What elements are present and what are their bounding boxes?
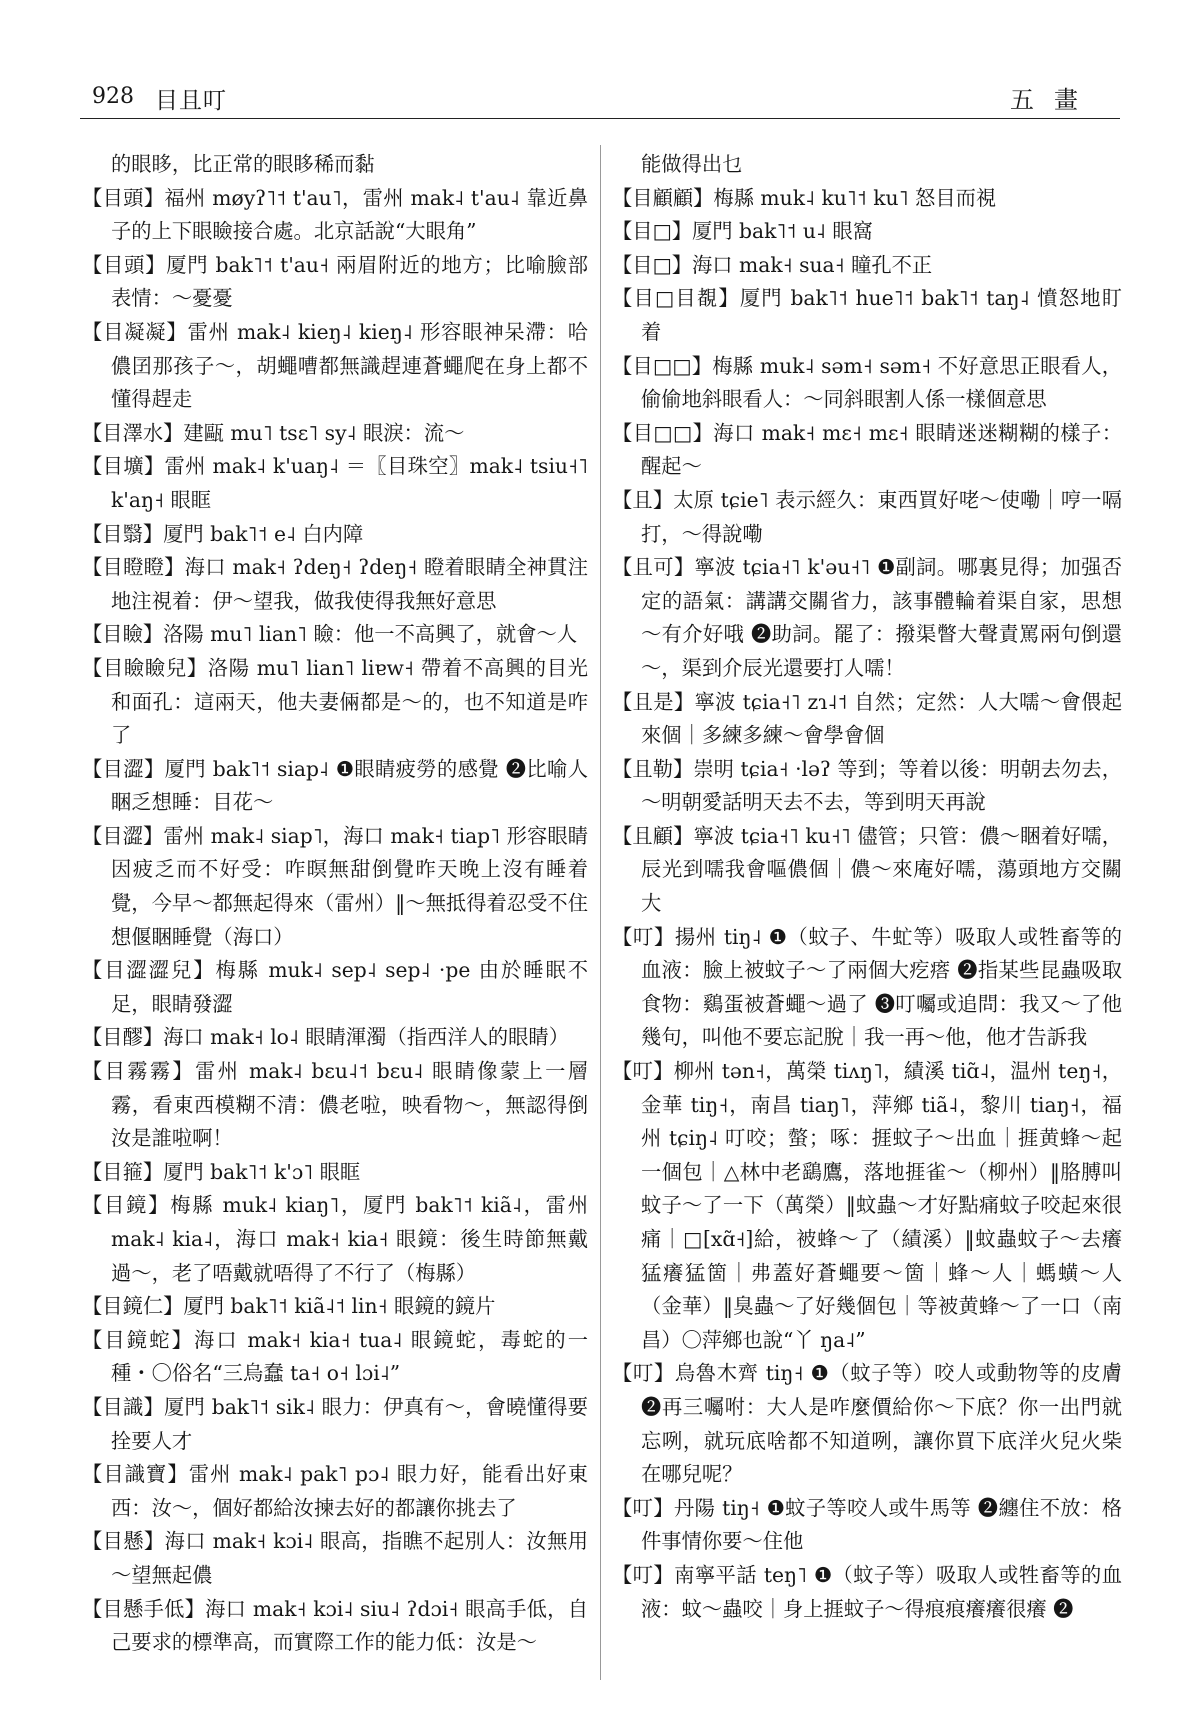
dictionary-entry: 【目澀】厦門 bak˥˦ siap˨ ❶眼睛疲勞的感覺 ❷比喻人睏乏想睡：目花～ [82, 756, 588, 815]
dictionary-entry: 【且勒】崇明 tɕia˧ ·ləʔ 等到；等着以後：明朝去勿去，～明朝愛話明天去不去，等到明天再說 [612, 756, 1122, 815]
dictionary-entry: 【目霧霧】雷州 mak˨ bɛu˨˦ bɛu˨ 眼睛像蒙上一層霧，看東西模糊不清：儂老啦，映看物～，無認得倒汝是誰啦啊！ [82, 1059, 588, 1151]
section-label: 五畫 [1010, 86, 1098, 114]
dictionary-entry: 【目□】海口 mak˧ sua˧ 瞳孔不正 [612, 252, 933, 277]
dictionary-entry: 【目□】厦門 bak˥˦ u˨ 眼窩 [612, 219, 873, 244]
page-heading: 目且叮 [155, 88, 227, 114]
dictionary-entry: 【目澀澀兒】梅縣 muk˨ sep˨ sep˨ ·pe 由於睡眠不足，眼睛發澀 [82, 958, 588, 1016]
dictionary-entry: 【目壙】雷州 mak˨ k'uaŋ˨ ＝〖目珠空〗mak˨ tsiu˧˥ k'aŋ˧ 眼眶 [82, 454, 588, 512]
page-number: 928 [92, 84, 134, 109]
dictionary-entry: 【叮】揚州 tiŋ˨ ❶（蚊子、牛虻等）吸取人或牲畜等的血液：臉上被蚊子～了兩個大疙瘩 ❷指某些昆蟲吸取食物：鷄蛋被蒼蠅～過了 ❸叮囑或追問：我又～了他幾句，叫他不要忘記脫｜我一再～他，他才告訴我 [612, 924, 1122, 1050]
page-header [80, 78, 1120, 119]
dictionary-entry: 【叮】烏魯木齊 tiŋ˧ ❶（蚊子等）咬人或動物等的皮膚 ❷再三囑咐：大人是咋麼價給你～下底？你一出門就忘咧，就玩底啥都不知道咧，讓你買下底洋火兒火柴在哪兒呢？ [612, 1361, 1122, 1487]
dictionary-entry: 【目鏡】梅縣 muk˨ kiaŋ˥，厦門 bak˥˦ kiã˨，雷州 mak˨ kia˨，海口 mak˧ kia˧ 眼鏡：後生時節無戴過～，老了唔戴就唔得了不行了（梅縣） [82, 1193, 588, 1285]
dictionary-entry: 【目□□】海口 mak˧ mɛ˧ mɛ˧ 眼睛迷迷糊糊的樣子：醒起～ [612, 420, 1122, 479]
dictionary-entry: 【目頭】厦門 bak˥˦ t'au˧ 兩眉附近的地方；比喻臉部表情：～憂憂 [82, 252, 588, 311]
dictionary-entry: 【目鏡蛇】海口 mak˧ kia˧ tua˨ 眼鏡蛇，毒蛇的一種・〇俗名“三烏蠢 ta˧ o˧ lɔi˨” [82, 1327, 588, 1386]
column-divider [600, 145, 601, 1680]
dictionary-entry: 【目識寶】雷州 mak˨ pak˥ pɔ˨ 眼力好，能看出好東西：汝～，個好都給汝揀去好的都讓你挑去了 [82, 1462, 588, 1520]
dictionary-entry: 【目翳】厦門 bak˥˦ e˨ 白内障 [82, 521, 364, 546]
right-column [612, 148, 1122, 1626]
dictionary-entry: 【目顧顧】梅縣 muk˨ ku˥˦ ku˥ 怒目而視 [612, 185, 997, 210]
dictionary-entry: 能做得出乜 [641, 152, 743, 176]
dictionary-entry: 【叮】南寧平話 teŋ˥ ❶（蚊子等）吸取人或牲畜等的血液：蚊～蟲咬｜身上捱蚊子～得痕痕癢癢很癢 ❷ [612, 1562, 1122, 1621]
dictionary-entry: 【且是】寧波 tɕia˧˥ zɿ˨˦ 自然；定然：人大嚅～會偎起來個｜多練多練～會學會個 [612, 689, 1122, 748]
dictionary-entry: 【目瞼】洛陽 mu˥ lian˥ 瞼：他一不高興了，就會～人 [82, 622, 578, 647]
dictionary-entry: 【目澤水】建甌 mu˥ tsɛ˥ sy˨ 眼淚：流～ [82, 420, 465, 445]
dictionary-entry: 【目瞪瞪】海口 mak˧ ʔdeŋ˧ ʔdeŋ˧ 瞪着眼睛全神貫注地注視着：伊～望我，做我使得我無好意思 [82, 555, 588, 613]
dictionary-entry: 【目識】厦門 bak˥˦ sik˨ 眼力：伊真有～，會曉懂得要拴要人才 [82, 1394, 588, 1453]
dictionary-entry: 【目懸手低】海口 mak˧ kɔi˨ siu˨ ʔdɔi˧ 眼高手低，自己要求的標準高，而實際工作的能力低：汝是～ [82, 1596, 588, 1655]
dictionary-entry: 【且】太原 tɕie˥ 表示經久：東西買好咾～使嘞｜哼一嗝打，～得說嘞 [612, 487, 1122, 546]
left-column [82, 148, 588, 1660]
dictionary-entry: 【目凝凝】雷州 mak˨ kieŋ˨ kieŋ˨ 形容眼神呆滯：哈儂囝那孩子～，胡蠅嘈都無識趕連蒼蠅爬在身上都不懂得趕走 [82, 319, 588, 412]
dictionary-entry: 【目□□】梅縣 muk˨ səm˧ səm˧ 不好意思正眼看人，偷偷地斜眼看人：～同斜眼割人係一樣個意思 [612, 353, 1122, 412]
dictionary-entry: 【目醪】海口 mak˧ lo˨ 眼睛渾濁（指西洋人的眼睛） [82, 1025, 569, 1050]
dictionary-entry: 【且可】寧波 tɕia˧˥ k'əu˧˥ ❶副詞。哪裏見得；加强否定的語氣：講講交關省力，該事體輪着渠自家，思想～有介好哦 ❷助詞。罷了：撥渠瞥大聲責罵兩句倒還～，渠到介辰光還要打人嚅！ [612, 555, 1122, 680]
dictionary-entry: 【且顧】寧波 tɕia˧˥ ku˧˥ 儘管；只管：儂～睏着好嚅，辰光到嚅我會嘔儂個｜儂～來庵好嚅，蕩頭地方交關大 [612, 823, 1122, 916]
dictionary-entry: 【叮】柳州 tən˧，萬榮 tiʌŋ˥，績溪 tiɑ̃˨，温州 teŋ˧，金華 tiŋ˧，南昌 tiaŋ˥，萍鄉 tiã˨，黎川 tiaŋ˧，福州 tɕiŋ˨ 叮咬；螫；啄：捱蚊子～出血｜捱黄蜂～起一個包｜△林中老鷂鷹，落地捱雀～（柳州）‖胳膊叫蚊子～了一下（萬榮）‖蚊蟲～才好點痛蚊子咬起來很痛｜□[xɑ̃˧]給，被蜂～了（績溪）‖蚊蟲蚊子～去癢猛癢猛箇｜弗蓋好蒼蠅要～箇｜蜂～人｜螞蟥～人（金華）‖臭蟲～了好幾個包｜等被黄蜂～了一口（南昌）〇萍鄉也說“丫 ŋa˨” [612, 1059, 1122, 1352]
dictionary-entry: 【目□目覩】厦門 bak˥˦ hue˥˦ bak˥˦ taŋ˨ 憤怒地盯着 [612, 286, 1122, 344]
dictionary-entry: 【目箍】厦門 bak˥˦ k'ɔ˥ 眼眶 [82, 1159, 361, 1184]
dictionary-entry: 的眼眵，比正常的眼眵稀而黏 [111, 152, 375, 176]
dictionary-entry: 【目鏡仁】厦門 bak˥˦ kiã˨˦ lin˧ 眼鏡的鏡片 [82, 1294, 496, 1319]
dictionary-entry: 【叮】丹陽 tiŋ˧ ❶蚊子等咬人或牛馬等 ❷纏住不放：格件事情你要～住他 [612, 1495, 1122, 1554]
dictionary-entry: 【目頭】福州 møyʔ˥˦ t'au˥，雷州 mak˨ t'au˨ 靠近鼻子的上下眼瞼接合處。北京話說“大眼角” [82, 185, 588, 244]
dictionary-entry: 【目瞼瞼兒】洛陽 mu˥ lian˥ liɐw˧ 帶着不高興的目光和面孔：這兩天，他夫妻倆都是～的，也不知道是咋了 [82, 655, 588, 748]
dictionary-entry: 【目懸】海口 mak˧ kɔi˨ 眼高，指瞧不起別人：汝無用～望無起儂 [82, 1529, 588, 1587]
dictionary-entry: 【目澀】雷州 mak˨ siap˥，海口 mak˧ tiap˥ 形容眼睛因疲乏而不好受：咋暝無甜倒覺昨天晚上沒有睡着覺，今早～都無起得來（雷州）‖～無抵得着忍受不住想偃睏睡覺（海口） [82, 823, 588, 949]
